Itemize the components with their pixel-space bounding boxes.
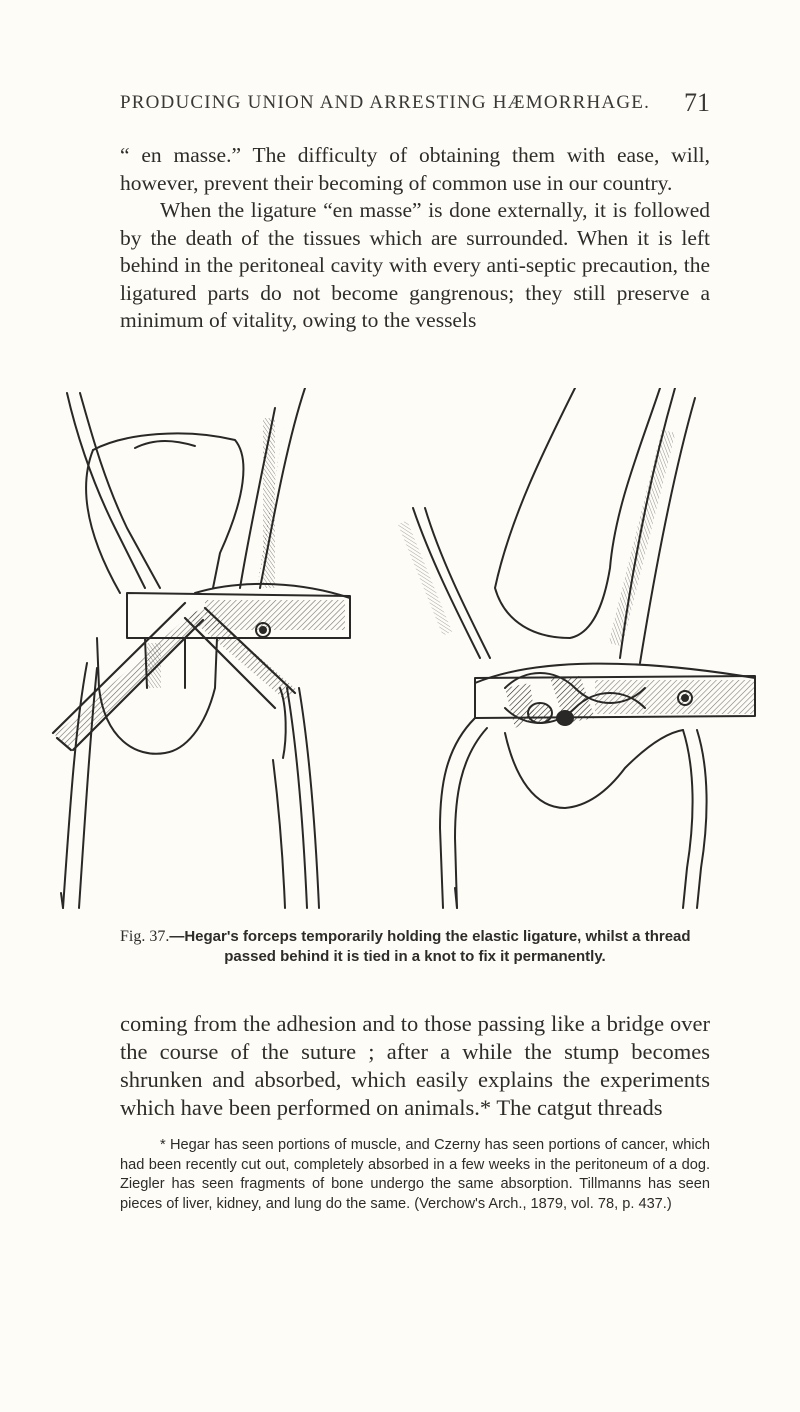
top-text-block bbox=[120, 142, 710, 335]
right-forceps-drawing bbox=[398, 388, 755, 908]
paragraph-continuation: “ en masse.” The difficulty of obtaining them with ease, will, however, prevent their becoming of common use in our country. bbox=[120, 143, 710, 195]
paragraph-ligature: When the ligature “en masse” is done externally, it is followed by the death of the tissues which are surrounded. When it is left behind in the peritoneal cavity with every anti-septic precaution, the ligatured parts do not become gangrenous; they still preserve a minimum of vitality, owing to the vessels bbox=[120, 198, 710, 332]
caption-main: —Hegar's forceps temporarily holding the elastic ligature, whilst a thread bbox=[169, 928, 691, 945]
forceps-illustration bbox=[35, 388, 775, 913]
left-forceps-drawing bbox=[53, 388, 350, 908]
bottom-text-block bbox=[120, 1010, 710, 1122]
page-number: 71 bbox=[684, 88, 710, 117]
footnote bbox=[120, 1136, 710, 1214]
figure-hegar-forceps bbox=[35, 388, 775, 913]
paragraph-adhesion: coming from the adhesion and to those passing like a bridge over the course of the suture ; after a while the stump becomes shrunken and absorbed, which easily explains the experiments which have been performed on animals.* The catgut threads bbox=[120, 1011, 710, 1120]
running-head bbox=[120, 88, 710, 117]
figure-label: Fig. 37. bbox=[120, 928, 170, 945]
footnote-text: * Hegar has seen portions of muscle, and Czerny has seen portions of cancer, which had been recently cut out, completely absorbed in a few weeks in the peritoneum of a dog. Ziegler has seen fragments of bone undergo the same absorption. Tillmanns has seen pieces of liver, kidney, and lung do the same. (Verchow's Arch., 1879, vol. 78, p. 437.) bbox=[120, 1137, 710, 1212]
figure-caption bbox=[120, 927, 710, 967]
running-title: PRODUCING UNION AND ARRESTING HÆMORRHAGE. bbox=[120, 92, 651, 113]
caption-continuation: passed behind it is tied in a knot to fix it permanently. bbox=[224, 948, 606, 965]
